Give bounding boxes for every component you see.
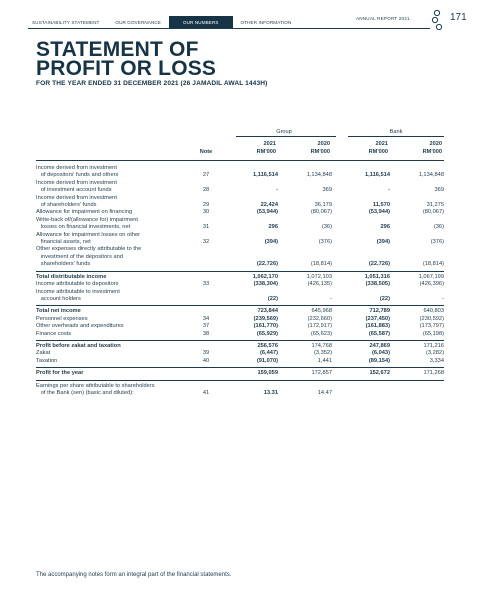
table-row	[36, 289, 444, 296]
row-value: -	[388, 187, 390, 194]
row-value: (394)	[376, 239, 390, 246]
row-value	[220, 195, 278, 202]
row-note	[192, 383, 220, 390]
table-row	[36, 232, 444, 239]
header-rule	[36, 160, 444, 161]
row-value: -	[442, 295, 444, 302]
row-label: Total distributable income	[36, 273, 107, 280]
row-value	[332, 390, 390, 397]
row-value	[278, 246, 332, 253]
row-value	[332, 289, 390, 296]
row-label: Finance costs	[36, 330, 72, 337]
col-group-2021: 2021 RM'000	[256, 141, 276, 155]
row-value: 369	[322, 187, 332, 194]
table-row	[36, 217, 444, 224]
row-value: 645,968	[311, 308, 332, 315]
table-row	[36, 331, 444, 338]
row-label: Income attributable to depositors	[36, 281, 119, 288]
row-note	[192, 261, 220, 268]
row-value: (426,135)	[307, 281, 332, 288]
row-note	[192, 343, 220, 350]
row-value	[220, 232, 278, 239]
row-value: (80,067)	[310, 209, 332, 216]
row-value	[390, 254, 444, 261]
row-value: 723,844	[257, 308, 278, 315]
row-value: (22)	[267, 295, 278, 302]
row-value: 11,570	[372, 202, 390, 209]
col-bank-2021: 2021 RM'000	[368, 141, 388, 155]
row-value	[332, 180, 390, 187]
row-value	[278, 289, 332, 296]
row-note: 28	[202, 187, 210, 194]
row-value: 1,072,103	[306, 273, 332, 280]
row-value: 1,051,316	[364, 273, 390, 280]
table-row	[36, 180, 444, 187]
row-value: (3,282)	[425, 350, 444, 357]
col-bank-2020: 2020 RM'000	[422, 141, 442, 155]
row-note: 39	[202, 350, 210, 357]
row-value: (89,154)	[368, 357, 390, 364]
row-value: (22,726)	[368, 261, 390, 268]
row-label: losses on financial investments, net	[36, 224, 131, 231]
row-note: 29	[202, 202, 210, 209]
nav-item-sustainability-statement[interactable]: SUSTAINABILITY STATEMENT	[32, 19, 100, 25]
table-row	[36, 224, 444, 231]
row-value: (22)	[379, 295, 390, 302]
row-value	[278, 217, 332, 224]
table-row	[36, 296, 444, 303]
row-value	[390, 217, 444, 224]
table-row	[36, 367, 444, 377]
row-label: Other overheads and expenditures	[36, 323, 124, 330]
row-note: 27	[202, 172, 210, 179]
row-value: (22,726)	[256, 261, 278, 268]
row-value: 152,672	[369, 370, 390, 377]
nav-item-other-information[interactable]: OTHER INFORMATION	[240, 19, 292, 25]
table-row	[36, 316, 444, 323]
row-value	[278, 232, 332, 239]
row-note	[192, 296, 220, 303]
row-label: account holders	[36, 295, 81, 302]
row-value: (161,770)	[253, 323, 278, 330]
row-label: Income derived from investment	[36, 165, 117, 171]
row-label: investment of the depositors and	[36, 253, 123, 260]
row-value: (172,917)	[307, 323, 332, 330]
row-note	[192, 195, 220, 202]
row-label: of depositors' funds and others	[36, 172, 119, 179]
row-label: Income derived from investment	[36, 194, 117, 201]
table-row	[36, 239, 444, 246]
bank-header: Bank	[389, 129, 403, 135]
row-value	[390, 383, 444, 390]
row-value	[390, 165, 444, 172]
table-row	[36, 209, 444, 216]
row-value	[332, 254, 390, 261]
row-note	[192, 274, 220, 281]
row-value: (239,569)	[253, 315, 278, 322]
row-label: Taxation	[36, 357, 58, 364]
row-value	[332, 246, 390, 253]
row-value: (161,883)	[365, 323, 390, 330]
row-value: (3,352)	[313, 350, 332, 357]
row-value: 296	[268, 224, 278, 231]
row-value: 1,062,170	[252, 273, 278, 280]
page-subtitle: FOR THE YEAR ENDED 31 DECEMBER 2021 (26 JAMADIL AWAL 1443H)	[36, 80, 268, 87]
row-value	[278, 165, 332, 172]
row-value: (232,660)	[307, 315, 332, 322]
row-value: 1,116,514	[253, 172, 278, 179]
table-row	[36, 254, 444, 261]
row-value: 1,134,848	[306, 172, 332, 179]
logo-icon	[430, 9, 444, 33]
row-label: Total net income	[36, 308, 81, 315]
row-label: Income attributable to investment	[36, 288, 120, 295]
row-label: Personnel expenses	[36, 315, 88, 322]
row-value: (91,070)	[256, 357, 278, 364]
row-note: 31	[202, 224, 210, 231]
row-value: 22,424	[260, 202, 278, 209]
row-value: 14.47	[317, 389, 332, 396]
row-label: shareholders' funds	[36, 261, 91, 268]
row-value: 13.31	[263, 389, 278, 396]
table-row	[36, 261, 444, 268]
table-row	[36, 271, 444, 281]
row-value	[390, 232, 444, 239]
table-row	[36, 172, 444, 179]
row-value	[390, 289, 444, 296]
row-label: Earnings per share attributable to shareholders	[36, 382, 155, 389]
row-value: 171,268	[423, 370, 444, 377]
row-value	[332, 195, 390, 202]
row-value: (36)	[321, 224, 332, 231]
table-row	[36, 195, 444, 202]
row-value	[220, 254, 278, 261]
title-line-2: PROFIT OR LOSS	[36, 57, 217, 80]
row-value	[278, 180, 332, 187]
row-value: (6,043)	[371, 350, 390, 357]
row-value: (65,198)	[422, 330, 444, 337]
row-note: 32	[202, 239, 210, 246]
row-label: of the Bank (sen) (basic and diluted):	[36, 389, 134, 396]
col-group-2020: 2020 RM'000	[310, 141, 330, 155]
row-label: Zakat	[36, 350, 51, 357]
row-value: (237,450)	[365, 315, 390, 322]
nav-item-our-governance[interactable]: OUR GOVERNANCE	[115, 19, 161, 25]
table-row	[36, 323, 444, 330]
group-header-rule	[236, 136, 336, 137]
row-value: (53,944)	[368, 209, 390, 216]
row-value	[220, 180, 278, 187]
row-value: (230,592)	[419, 315, 444, 322]
row-note: 30	[202, 209, 210, 216]
row-value	[220, 217, 278, 224]
row-note	[192, 370, 220, 377]
row-value: (65,587)	[368, 330, 390, 337]
row-value: 369	[434, 187, 444, 194]
row-value: 640,803	[423, 308, 444, 315]
row-value	[390, 180, 444, 187]
table-row	[36, 390, 444, 397]
group-header: Group	[276, 129, 292, 135]
row-value: (65,623)	[310, 330, 332, 337]
row-value: -	[330, 295, 332, 302]
row-label: Allowance for impairment on financing	[36, 209, 133, 216]
row-value: (36)	[433, 224, 444, 231]
row-value: (426,396)	[419, 281, 444, 288]
row-value: (6,447)	[259, 350, 278, 357]
row-note	[192, 232, 220, 239]
row-value	[220, 289, 278, 296]
row-label: financial assets, net	[36, 239, 91, 246]
note-header: Note	[199, 149, 213, 155]
row-note	[192, 308, 220, 315]
row-value: 1,116,514	[365, 172, 390, 179]
row-value: (394)	[264, 239, 278, 246]
table-row	[36, 305, 444, 315]
row-value	[220, 165, 278, 172]
row-value	[332, 232, 390, 239]
row-value: (65,929)	[256, 330, 278, 337]
table-row	[36, 358, 444, 365]
row-label: Income derived from investment	[36, 179, 117, 186]
row-value	[278, 254, 332, 261]
title-line-1: STATEMENT OF	[36, 38, 199, 61]
row-value: (338,505)	[365, 281, 390, 288]
row-note: 40	[202, 357, 210, 364]
row-label: Write-back of/(allowance for) impairment	[36, 216, 138, 223]
row-value: (18,814)	[310, 261, 332, 268]
row-value	[278, 195, 332, 202]
row-value	[390, 390, 444, 397]
row-label: Profit before zakat and taxation	[36, 342, 121, 349]
row-value: 31,275	[426, 202, 444, 209]
row-value	[390, 246, 444, 253]
row-value: -	[276, 187, 278, 194]
row-label: Other expenses directly attributable to the	[36, 246, 142, 253]
row-note	[192, 289, 220, 296]
row-value: 247,869	[369, 342, 390, 349]
row-value: 171,216	[423, 342, 444, 349]
row-value: 174,768	[311, 342, 332, 349]
table-row	[36, 340, 444, 350]
row-note: 34	[202, 315, 210, 322]
row-note	[192, 165, 220, 172]
row-label: Profit for the year	[36, 370, 84, 377]
row-note	[192, 180, 220, 187]
row-note: 37	[202, 323, 210, 330]
row-value: 172,857	[311, 370, 332, 377]
table-row	[36, 281, 444, 288]
table-row	[36, 380, 444, 390]
row-value	[220, 246, 278, 253]
row-value: 36,179	[314, 202, 332, 209]
annual-report-label: ANNUAL REPORT 2021	[356, 16, 410, 21]
row-note	[192, 254, 220, 261]
row-value	[390, 195, 444, 202]
row-value: 296	[380, 224, 390, 231]
row-note	[192, 217, 220, 224]
table-row	[36, 165, 444, 172]
row-value: 1,067,199	[418, 273, 444, 280]
page-title	[36, 40, 216, 78]
nav-item-our-numbers[interactable]: OUR NUMBERS	[169, 16, 233, 28]
row-value: (18,814)	[422, 261, 444, 268]
row-value	[332, 165, 390, 172]
row-value	[220, 383, 278, 390]
bank-header-rule	[348, 136, 444, 137]
footnote: The accompanying notes form an integral part of the financial statements.	[36, 572, 232, 578]
row-value	[332, 383, 390, 390]
row-value: (173,797)	[419, 323, 444, 330]
header-divider	[344, 28, 430, 29]
row-value: (80,067)	[422, 209, 444, 216]
row-note: 41	[202, 389, 210, 396]
table-row	[36, 246, 444, 253]
row-value: 256,576	[257, 342, 278, 349]
row-note: 38	[202, 330, 210, 337]
row-value: 159,059	[257, 370, 278, 377]
table-row	[36, 350, 444, 357]
row-value: 1,134,848	[418, 172, 444, 179]
row-value: 3,334	[429, 357, 444, 364]
row-value: (376)	[318, 239, 332, 246]
row-label: Allowance for impairment losses on other	[36, 231, 141, 238]
table-row	[36, 202, 444, 209]
top-navigation	[28, 16, 344, 29]
row-value: 712,789	[369, 308, 390, 315]
row-label: of investment account funds	[36, 187, 112, 194]
row-label: of shareholders' funds	[36, 202, 97, 209]
page-number: 171	[450, 12, 467, 23]
row-value	[278, 383, 332, 390]
row-note: 33	[202, 281, 210, 288]
row-value: (376)	[430, 239, 444, 246]
row-value: (53,944)	[256, 209, 278, 216]
table-row	[36, 187, 444, 194]
profit-or-loss-table	[36, 165, 444, 397]
row-value: (338,304)	[253, 281, 278, 288]
row-value: 1,441	[317, 357, 332, 364]
row-note	[192, 246, 220, 253]
row-value	[332, 217, 390, 224]
